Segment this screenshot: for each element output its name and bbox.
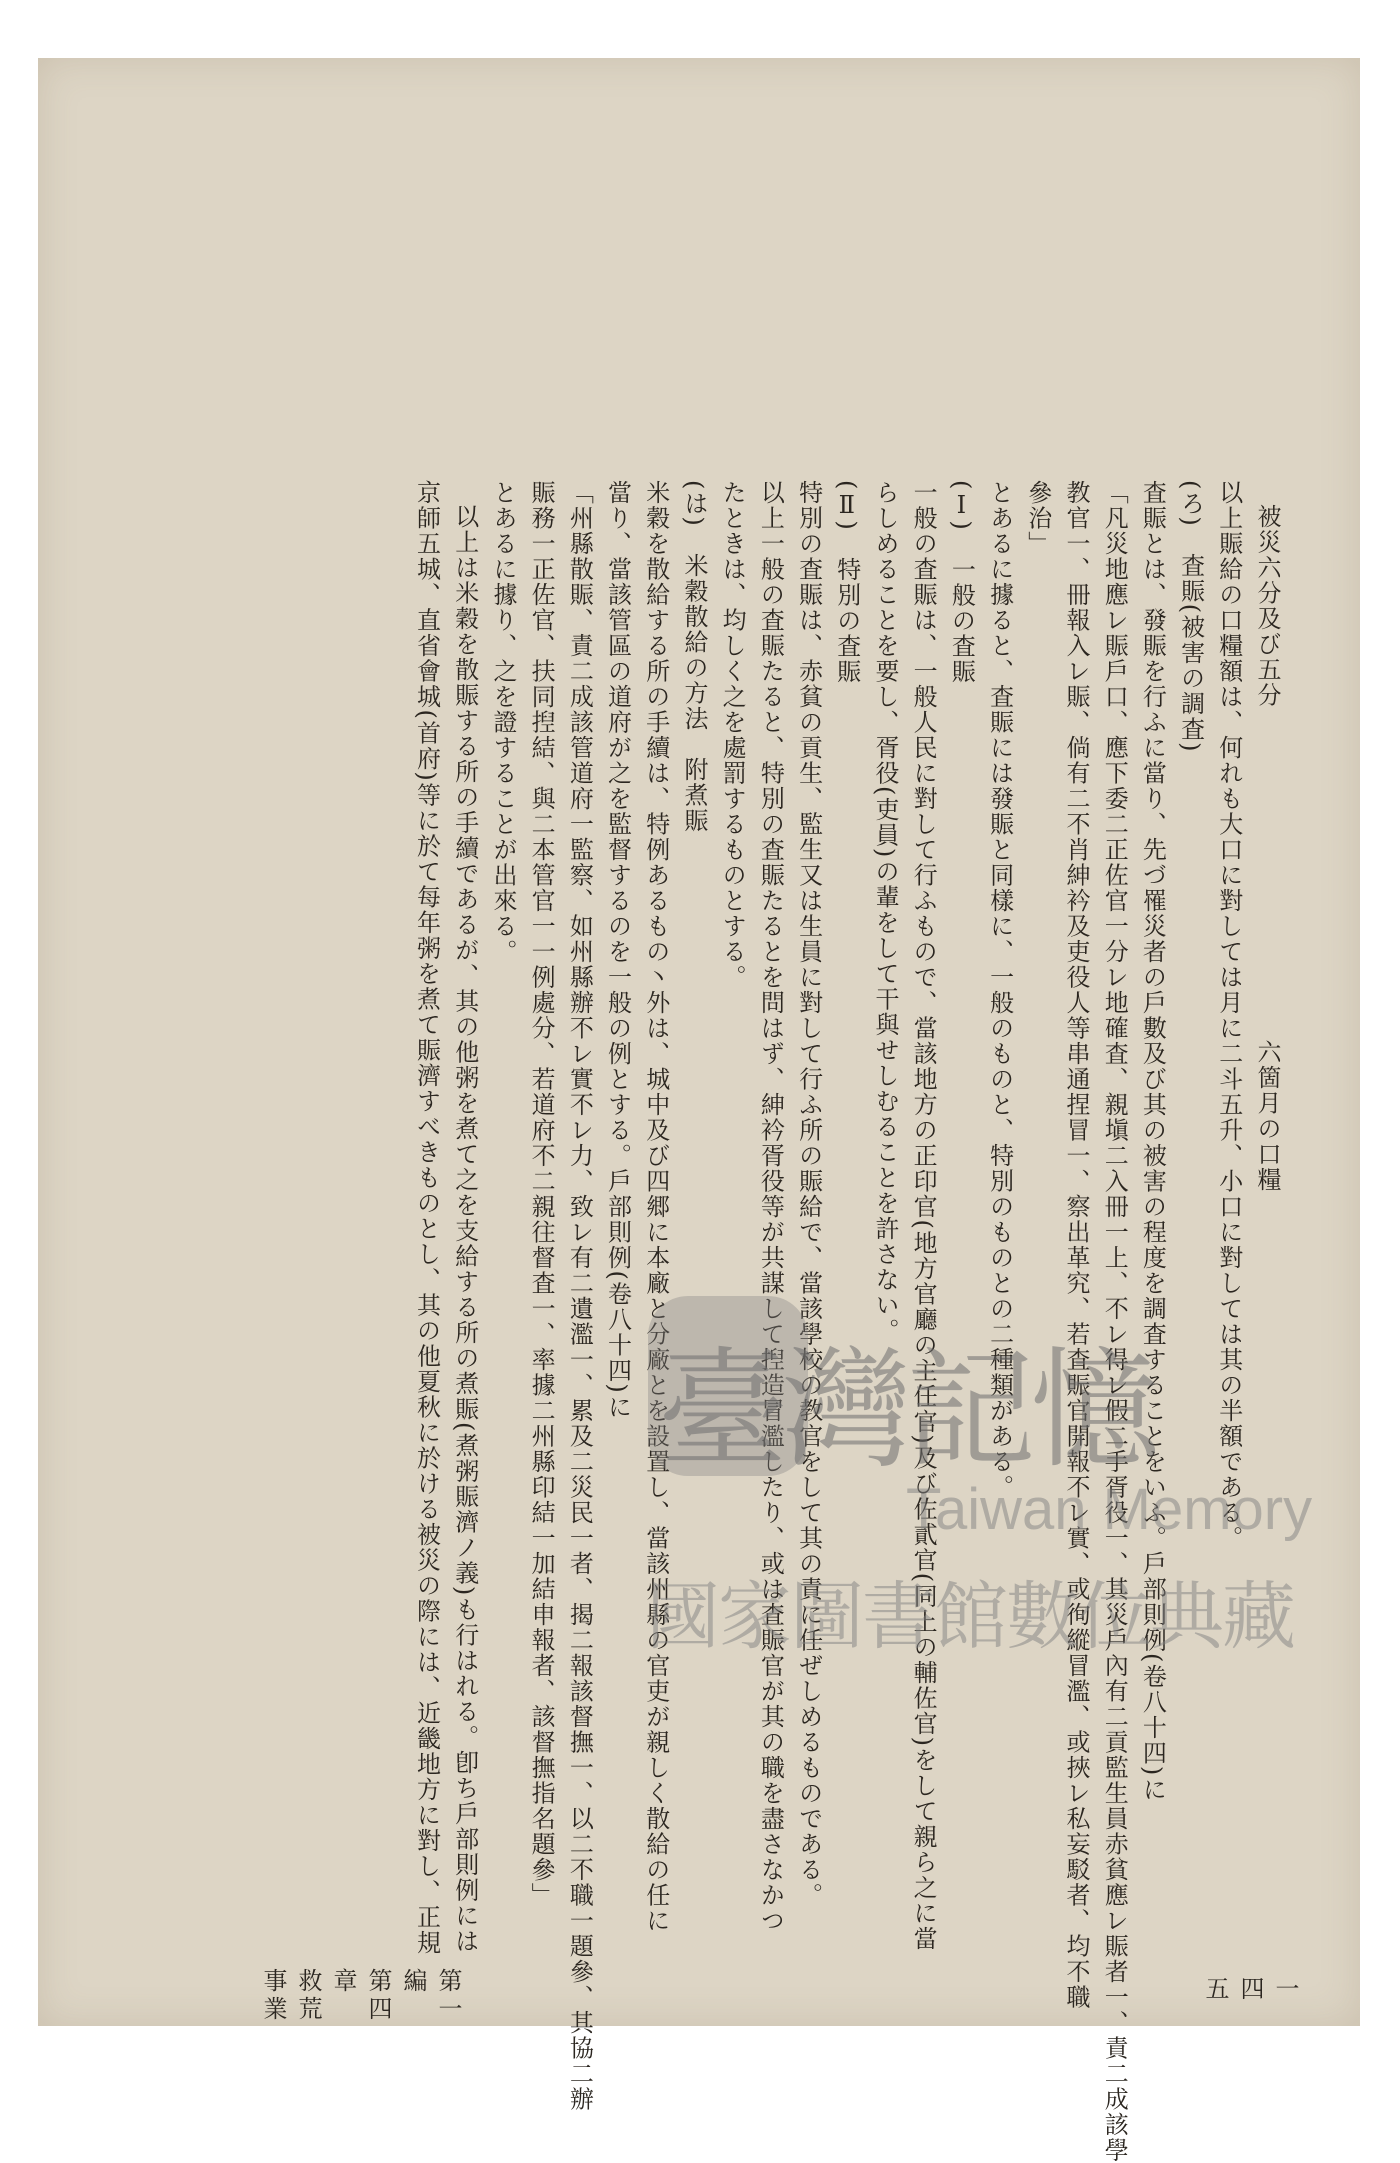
text-line: 當り、當該管區の道府が之を監督するのを一般の例とする。戶部則例(卷八十四)に	[603, 480, 632, 1420]
text-line: 「凡災地應レ賑戶口、應下委二正佐官一分レ地確査、親塡二入冊一上、不レ得レ假二手胥役一、其災戶內有二貢監生員赤貧應レ賑者一、責二成該學	[1100, 480, 1129, 2163]
text-line: 査賑とは、發賑を行ふに當り、先づ罹災者の戶數及び其の被害の程度を調査することをいふ。戶部則例(卷八十四)に	[1138, 480, 1167, 1803]
text-line: とあるに據ると、査賑には發賑と同樣に、一般のものと、特別のものとの二種類がある。	[985, 480, 1014, 1500]
text-line: 賑務一正佐官、扶同揑結、與二本管官一一例處分、若道府不二親往督査一、率據二州縣印結一加結申報者、該督撫指名題參」	[527, 480, 556, 1908]
text-line: (は) 米穀散給の方法 附煮賑	[679, 480, 708, 834]
scanned-page	[38, 58, 1360, 2163]
text-line: らしめることを要し、胥役(吏員)の輩をして干與せしむることを許さない。	[870, 480, 899, 1344]
text-line: 「州縣散賑、責二成該管道府一監察、如州縣辦不レ實不レ力、致レ有二遺濫一、累及二災民一者、揭二報該督撫一、以二不職一題參、其協二辦	[565, 480, 594, 2112]
chapter-footer: 第一編 第四章 救荒事業	[259, 1968, 462, 2024]
text-line: (Ⅰ) 一般の査賑	[947, 480, 976, 685]
text-line: 以上一般の査賑たると、特別の査賑たるとを問はず、紳衿胥役等が共謀して揑造冒濫したり、或は査賑官が其の職を盡さなかつ	[756, 480, 785, 1934]
text-line: 特別の査賑は、赤貧の貢生、監生又は生員に對して行ふ所の賑給で、當該學校の教官をして其の責に任ぜしめるものである。	[794, 480, 823, 1908]
text-line: 教官一、冊報入レ賑、倘有二不肖紳衿及吏役人等串通捏冒一、察出革究、若査賑官開報不レ實、或徇縱冒濫、或挾レ私妄駁者、均不職	[1061, 480, 1090, 2010]
text-line: 一般の査賑は、一般人民に對して行ふもので、當該地方の正印官(地方官廳の主任官)及び佐貳官(同上の輔佐官)をして親ら之に當	[909, 480, 938, 1952]
text-line: 以上は米穀を散賑する所の手續であるが、其の他粥を煮て之を支給する所の煮賑(煮粥賑濟ノ義)も行はれる。卽ち戶部則例には	[450, 504, 479, 1954]
text-line: (ろ) 査賑(被害の調査)	[1176, 480, 1205, 753]
text-line: とあるに據り、之を證することが出來る。	[488, 480, 517, 965]
text-line: 參治」	[1023, 480, 1052, 557]
text-line: 以上賑給の口糧額は、何れも大口に對しては月に二斗五升、小口に對しては其の半額である。	[1214, 480, 1243, 1551]
watermark-subtitle: 國家圖書館數位典藏	[646, 1574, 1294, 1660]
text-line: 米穀を散給する所の手續は、特例あるもの丶外は、城中及び四郷に本廠と分廠とを設置し、當該州縣の官吏が親しく散給の任に	[641, 480, 670, 1934]
watermark-english: Taiwan Memory	[906, 1477, 1313, 1542]
page-number: 一四五	[1201, 1976, 1299, 2002]
text-line: (Ⅱ) 特別の査賑	[832, 480, 861, 685]
text-line: 被災六分及び五分 六箇月の口糧	[1253, 504, 1281, 1193]
watermark-title: 臺灣記憶	[658, 1334, 1155, 1486]
text-line: たときは、均しく之を處罰するものとする。	[718, 480, 747, 990]
text-line: 京師五城、直省會城(首府)等に於て每年粥を煮て賑濟すべきものとし、其の他夏秋に於ける被災の際には、近畿地方に對し、正規	[412, 480, 441, 1956]
watermark	[638, 1296, 1338, 1726]
